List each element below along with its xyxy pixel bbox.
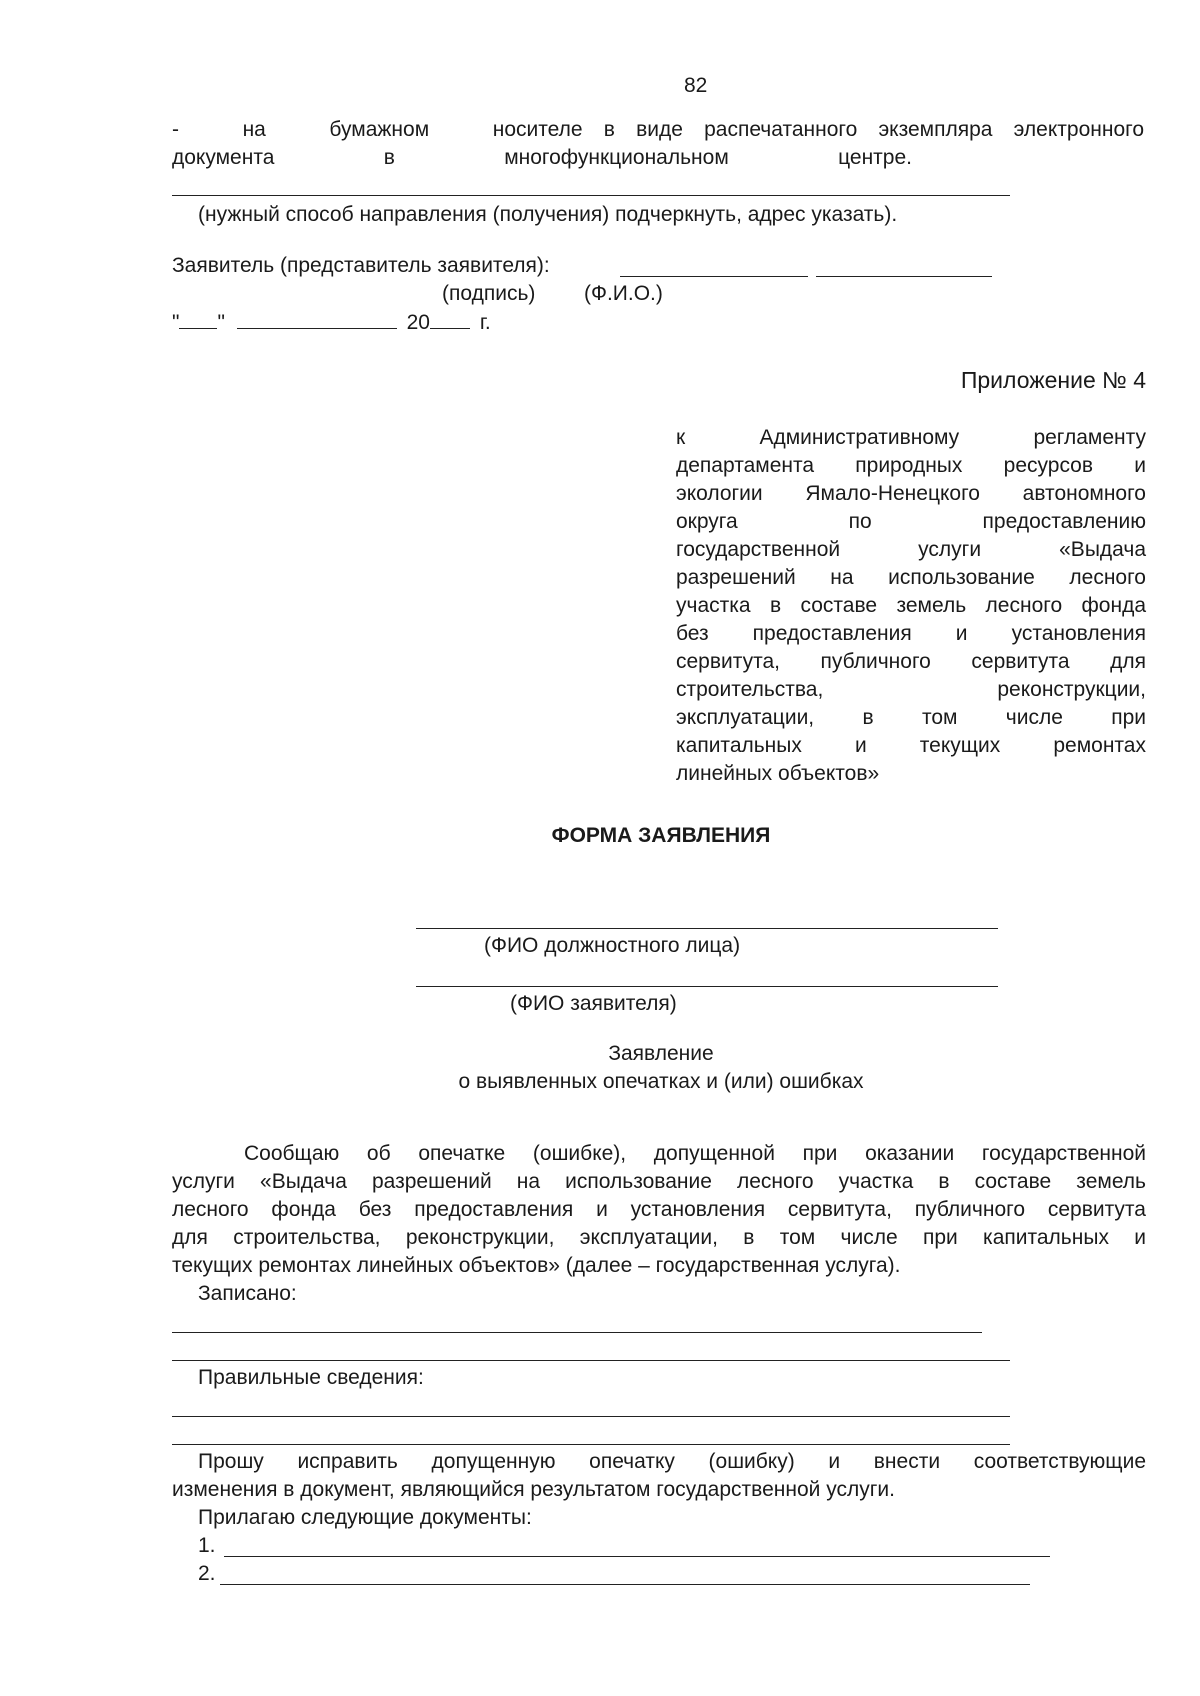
official-fio-caption: (ФИО должностного лица) [484, 934, 741, 957]
appendix-line: капитальных и текущих ремонтах [676, 734, 1146, 757]
delivery-note: (нужный способ направления (получения) подчеркнуть, адрес указать). [198, 203, 898, 226]
correct-line-2 [172, 1444, 1010, 1445]
month-blank [237, 308, 397, 329]
year-blank [430, 308, 470, 329]
date-field [172, 308, 491, 337]
address-line [172, 195, 1010, 196]
delivery-option-line-2 [172, 144, 912, 172]
body-line: Сообщаю об опечатке (ошибке), допущенной при оказании государственной [244, 1142, 1146, 1165]
appendix-line: эксплуатации, в том числе при [676, 706, 1146, 729]
signature-caption: (подпись) [442, 282, 536, 305]
appendix-line: разрешений на использование лесного [676, 566, 1146, 589]
written-line-1 [172, 1332, 982, 1333]
request-paragraph [172, 1448, 1146, 1504]
date-year-suffix: г. [479, 311, 491, 334]
appendix-line: сервитута, публичного сервитута для [676, 650, 1146, 673]
body-line: для строительства, реконструкции, эксплуатации, в том числе при капитальных и [172, 1226, 1146, 1249]
applicant-fio-caption: (ФИО заявителя) [510, 992, 677, 1015]
attach-item-2 [198, 1560, 216, 1588]
correct-line-1 [172, 1416, 1010, 1417]
appendix-reference [676, 424, 1146, 788]
date-quote-open: " [172, 311, 180, 334]
attach-line-1 [224, 1556, 1050, 1557]
body-line: услуги «Выдача разрешений на использование лесного участка в составе земель [172, 1170, 1146, 1193]
statement-body [172, 1140, 1146, 1280]
attach-label: Прилагаю следующие документы: [198, 1506, 532, 1529]
appendix-line: без предоставления и установления [676, 622, 1146, 645]
delivery-option-line: - на бумажном носителе в виде распечатанного экземпляра электронного [172, 118, 1144, 141]
day-blank [179, 308, 217, 329]
attach-line-2 [220, 1584, 1030, 1585]
appendix-line: к Административному регламенту [676, 426, 1146, 449]
signature-line [620, 276, 808, 277]
fio-caption: (Ф.И.О.) [584, 282, 663, 305]
body-line: лесного фонда без предоставления и установления сервитута, публичного сервитута [172, 1198, 1146, 1221]
attach-item-1 [198, 1532, 216, 1560]
statement-subtitle: о выявленных опечатках и (или) ошибках [458, 1070, 864, 1093]
word-document: документа [172, 146, 275, 169]
appendix-line: округа по предоставлению [676, 510, 1146, 533]
page-number: 82 [684, 74, 708, 97]
appendix-title: Приложение № 4 [960, 367, 1146, 393]
appendix-line: экологии Ямало-Ненецкого автономного [676, 482, 1146, 505]
written-label: Записано: [198, 1282, 297, 1305]
statement-title: Заявление [608, 1042, 714, 1065]
appendix-line: линейных объектов» [676, 762, 880, 785]
fio-line [816, 276, 992, 277]
appendix-line: строительства, реконструкции, [676, 678, 1146, 701]
request-line: изменения в документ, являющийся результатом государственной услуги. [172, 1478, 895, 1501]
appendix-line: государственной услуги «Выдача [676, 538, 1146, 561]
appendix-line: департамента природных ресурсов и [676, 454, 1146, 477]
applicant-fio-line [416, 986, 998, 987]
word-in: в [383, 146, 395, 169]
word-mfc: многофункциональном [504, 146, 729, 169]
word-center: центре. [838, 146, 912, 169]
date-quote-close: " [217, 311, 225, 334]
applicant-label: Заявитель (представитель заявителя): [172, 254, 550, 277]
form-heading: ФОРМА ЗАЯВЛЕНИЯ [551, 824, 771, 847]
attach-item-number: 1. [198, 1534, 216, 1557]
official-fio-line [416, 928, 998, 929]
date-year-prefix: 20 [406, 311, 430, 334]
request-line: Прошу исправить допущенную опечатку (ошибку) и внести соответствующие [198, 1450, 1146, 1473]
correct-label: Правильные сведения: [198, 1366, 424, 1389]
attach-item-number: 2. [198, 1562, 216, 1585]
written-line-2 [172, 1360, 1010, 1361]
body-line: текущих ремонтах линейных объектов» (далее – государственная услуга). [172, 1254, 901, 1277]
appendix-line: участка в составе земель лесного фонда [676, 594, 1146, 617]
